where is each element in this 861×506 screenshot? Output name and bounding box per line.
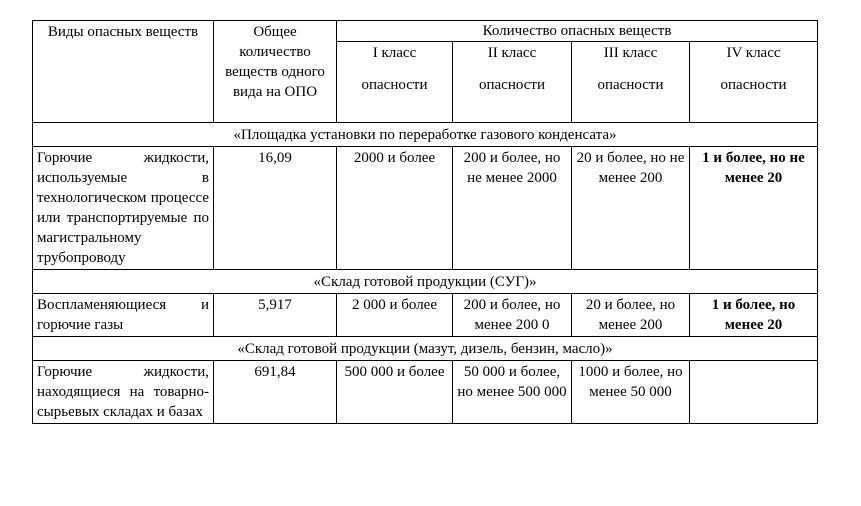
header-quantity-group: Количество опасных веществ [337,21,818,42]
header-class-3 [572,42,690,123]
class-3-value: 20 и более, но не менее 200 [572,147,690,270]
class-4-name: IV класс [726,45,781,61]
class-1-value: 2 000 и более [337,294,453,337]
class-4-value [690,361,818,424]
table-row [33,294,818,337]
header-row [33,21,818,42]
class-2-name: II класс [487,45,537,61]
class-2-suffix: опасности [479,77,545,93]
header-class-1 [337,42,453,123]
class-4-suffix: опасности [720,77,787,93]
class-1-value: 2000 и более [337,147,453,270]
hazardous-substances-table [32,20,818,424]
class-1-suffix: опасности [361,77,428,93]
section-title: «Площадка установки по переработке газового конденсата» [33,123,818,147]
class-1-name: I класс [372,45,417,61]
header-type: Виды опасных веществ [33,21,214,123]
section-title: «Склад готовой продукции (СУГ)» [33,270,818,294]
class-4-value: 1 и более, но не менее 20 [690,147,818,270]
table-row [33,147,818,270]
class-3-suffix: опасности [597,77,664,93]
class-3-value: 1000 и более, но менее 50 000 [572,361,690,424]
class-1-value: 500 000 и более [337,361,453,424]
class-2-value: 200 и более, но менее 200 0 [453,294,572,337]
section-title: «Склад готовой продукции (мазут, дизель, бензин, масло)» [33,337,818,361]
table-row [33,361,818,424]
class-4-value: 1 и более, но менее 20 [690,294,818,337]
substance-type: Горючие жидкости, находящиеся на товарно-сырьевых складах и базах [33,361,214,424]
class-2-value: 200 и более, но не менее 2000 [453,147,572,270]
header-class-4 [690,42,818,123]
substance-type: Воспламеняющиеся и горючие газы [33,294,214,337]
header-class-2 [453,42,572,123]
class-3-name: III класс [603,45,658,61]
substance-type: Горючие жидкости, используемые в технологическом процессе или транспортируемые по магистральному трубопроводу [33,147,214,270]
header-total: Общее количество веществ одного вида на ОПО [214,21,337,123]
total-quantity: 5,917 [214,294,337,337]
section-title-row [33,123,818,147]
total-quantity: 691,84 [214,361,337,424]
class-3-value: 20 и более, но менее 200 [572,294,690,337]
total-quantity: 16,09 [214,147,337,270]
section-title-row [33,270,818,294]
class-2-value: 50 000 и более, но менее 500 000 [453,361,572,424]
section-title-row [33,337,818,361]
